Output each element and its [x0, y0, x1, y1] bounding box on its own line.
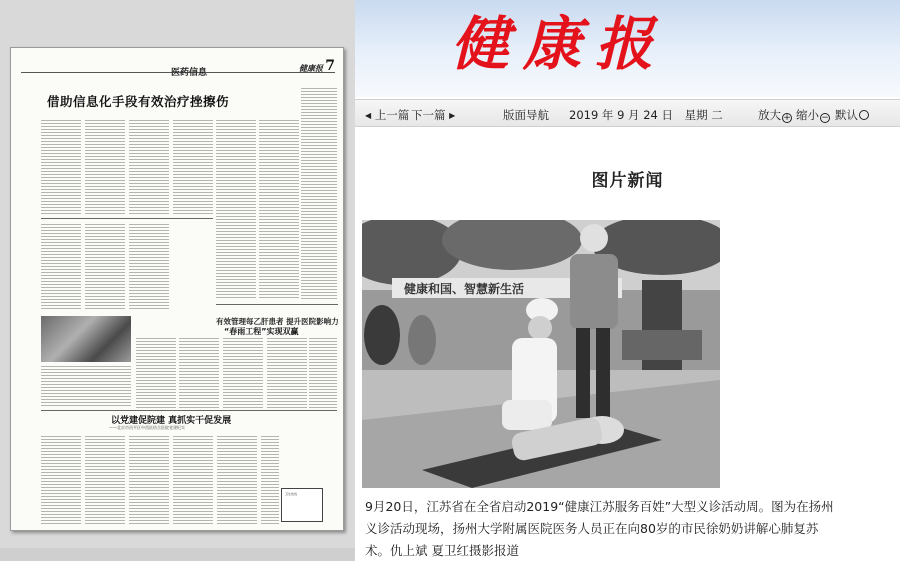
text-column [129, 436, 169, 526]
text-column [216, 120, 256, 300]
issue-weekday: 星期 二 [684, 108, 723, 122]
newspaper-next-page-strip[interactable] [0, 548, 355, 561]
zoom-out-label: 缩小 [796, 108, 819, 122]
nav-bar [355, 99, 900, 127]
text-column [267, 338, 307, 408]
photo-banner-text: 健康和国、智慧新生活 [404, 282, 525, 296]
text-column [179, 338, 219, 408]
newspaper-info-box [281, 488, 323, 522]
plus-circle-icon: + [783, 113, 791, 123]
news-photo [362, 220, 720, 488]
newspaper-page-number: 7 [325, 58, 335, 74]
next-article-link[interactable] [411, 107, 455, 123]
newspaper-headline-bottom-sub: ——北京市昌平区中西医结合医院党建纪实 [109, 425, 185, 430]
text-column [41, 366, 131, 406]
divider [41, 410, 337, 411]
newspaper-box-text: 卫生热线 [285, 492, 298, 496]
newspaper-headline-main[interactable]: 借助信息化手段有效治疗挫擦伤 [47, 94, 230, 109]
site-logo[interactable]: 健康报 [451, 10, 668, 78]
photo-caption: 9月20日，江苏省在全省启动2019“健康江苏服务百姓”大型义诊活动周。图为在扬州义诊活动现场，扬州大学附属医院医务人员正在向80岁的市民徐奶奶讲解心肺复苏术。仇上斌 夏卫红摄影报道 [365, 499, 834, 558]
newspaper-page-image[interactable] [10, 47, 344, 531]
newspaper-brand: 健康报 [299, 63, 323, 73]
text-column [85, 436, 125, 526]
issue-date-text: 2019 年 9 月 24 日 [569, 108, 673, 122]
divider [41, 218, 213, 219]
zoom-in-button[interactable] [758, 107, 792, 123]
text-column [129, 120, 169, 215]
newspaper-headline-bottom[interactable]: 以党建促院建 真抓实干促发展 [111, 416, 232, 426]
prev-article-link[interactable] [365, 107, 409, 123]
zoom-default-button[interactable] [835, 107, 869, 123]
news-photo-drawing [362, 220, 720, 488]
zoom-default-label: 默认 [835, 108, 858, 122]
triangle-right-icon: ▶ [449, 111, 456, 120]
newspaper-small-photo[interactable] [41, 316, 131, 362]
page-guide-link[interactable]: 版面导航 [503, 108, 549, 122]
minus-circle-icon: − [821, 113, 829, 123]
newspaper-panel [0, 0, 355, 561]
text-column [259, 120, 299, 300]
text-column [129, 224, 169, 309]
next-article-label: 下一篇 [411, 108, 446, 122]
circle-icon [859, 110, 869, 120]
text-column [41, 436, 81, 526]
text-column [173, 120, 213, 215]
newspaper-header [21, 51, 335, 78]
zoom-in-label: 放大 [758, 108, 781, 122]
text-column [223, 338, 263, 408]
text-column [85, 224, 125, 309]
newspaper-section: 医药信息 [171, 68, 208, 78]
text-column [41, 224, 81, 309]
text-column [136, 338, 176, 408]
article-title: 图片新闻 [591, 171, 664, 191]
text-column [217, 436, 257, 526]
newspaper-headline-mid[interactable]: 有效管理每乙肝患者 提升医院影响力 [216, 317, 339, 326]
issue-date [569, 107, 731, 123]
prev-article-label: 上一篇 [374, 108, 410, 122]
text-column [301, 88, 337, 300]
text-column [309, 338, 337, 408]
text-column [173, 436, 213, 526]
text-column [41, 120, 81, 215]
zoom-out-button[interactable] [796, 107, 830, 123]
text-column [261, 436, 279, 526]
triangle-left-icon: ◀ [365, 111, 372, 120]
divider [216, 304, 338, 305]
text-column [85, 120, 125, 215]
newspaper-headline-spring[interactable]: “春雨工程”实现双赢 [224, 327, 299, 336]
